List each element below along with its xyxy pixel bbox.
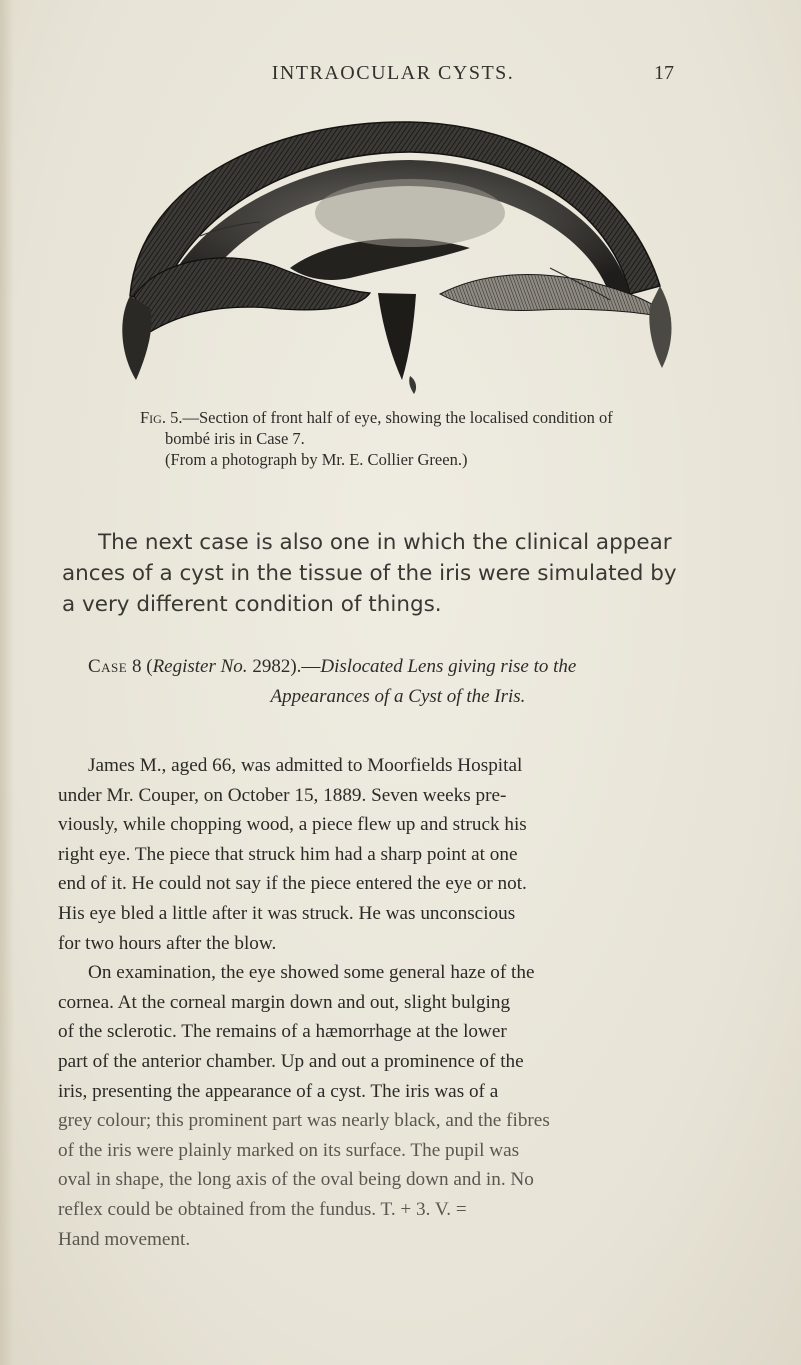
case-word: Case bbox=[88, 656, 128, 677]
body-line: cornea. At the corneal margin down and out, slight bulging bbox=[58, 991, 511, 1013]
body-line: James M., aged 66, was admitted to Moorfields Hospital bbox=[88, 755, 523, 776]
body-line: On examination, the eye showed some general haze of the bbox=[88, 962, 535, 984]
body-line: of the iris were plainly marked on its surface. The pupil was bbox=[58, 1139, 520, 1161]
body-line: end of it. He could not say if the piece entered the eye or not. bbox=[58, 873, 527, 895]
running-title: INTRAOCULAR CYSTS. bbox=[271, 62, 515, 84]
case-title-part-2: Appearances of a Cyst of the Iris. bbox=[270, 686, 526, 707]
figure-caption bbox=[140, 407, 700, 470]
intro-line: a very different condition of things. bbox=[62, 592, 442, 617]
figure-eye-section-engraving bbox=[110, 118, 676, 396]
body-line: of the sclerotic. The remains of a hæmorrhage at the lower bbox=[58, 1021, 507, 1043]
caption-line-2: bombé iris in Case 7. bbox=[165, 429, 305, 448]
eye-section-illustration bbox=[110, 118, 676, 396]
intro-line: ances of a cyst in the tissue of the iris were simulated by bbox=[62, 561, 677, 586]
running-head bbox=[0, 62, 801, 92]
caption-line-3: (From a photograph by Mr. E. Collier Green.) bbox=[165, 450, 468, 469]
case-title-part-1: Dislocated Lens giving rise to the bbox=[320, 656, 577, 677]
page-gutter-shadow bbox=[0, 0, 14, 1365]
case-heading bbox=[88, 652, 748, 712]
body-line: viously, while chopping wood, a piece flew up and struck his bbox=[58, 814, 527, 836]
register-label: Register No. bbox=[152, 656, 248, 677]
body-line: right eye. The piece that struck him had a sharp point at one bbox=[58, 843, 518, 865]
body-line: part of the anterior chamber. Up and out a prominence of the bbox=[58, 1050, 524, 1072]
body-line: oval in shape, the long axis of the oval being down and in. No bbox=[58, 1169, 534, 1191]
case-number: 8 ( bbox=[127, 656, 153, 677]
body-line: His eye bled a little after it was struck. He was unconscious bbox=[58, 902, 516, 924]
case-body bbox=[58, 751, 758, 1254]
intro-paragraph bbox=[62, 527, 742, 620]
body-line: grey colour; this prominent part was nearly black, and the fibres bbox=[58, 1110, 550, 1132]
register-number: 2982).— bbox=[247, 656, 321, 677]
caption-text-1: —Section of front half of eye, showing the localised condition of bbox=[182, 408, 613, 427]
body-line: Hand movement. bbox=[58, 1228, 191, 1250]
body-line: for two hours after the blow. bbox=[58, 932, 277, 954]
page-number: 17 bbox=[654, 62, 674, 84]
case-heading-line-1 bbox=[88, 652, 748, 682]
caption-line-1 bbox=[140, 407, 700, 428]
body-line: iris, presenting the appearance of a cyst. The iris was of a bbox=[58, 1080, 499, 1102]
intro-line: The next case is also one in which the clinical appear bbox=[98, 530, 672, 555]
caption-label: Fig. 5. bbox=[140, 408, 183, 427]
body-line: under Mr. Couper, on October 15, 1889. Seven weeks pre- bbox=[58, 784, 507, 806]
body-line: reflex could be obtained from the fundus. T. + 3. V. = bbox=[58, 1198, 467, 1220]
